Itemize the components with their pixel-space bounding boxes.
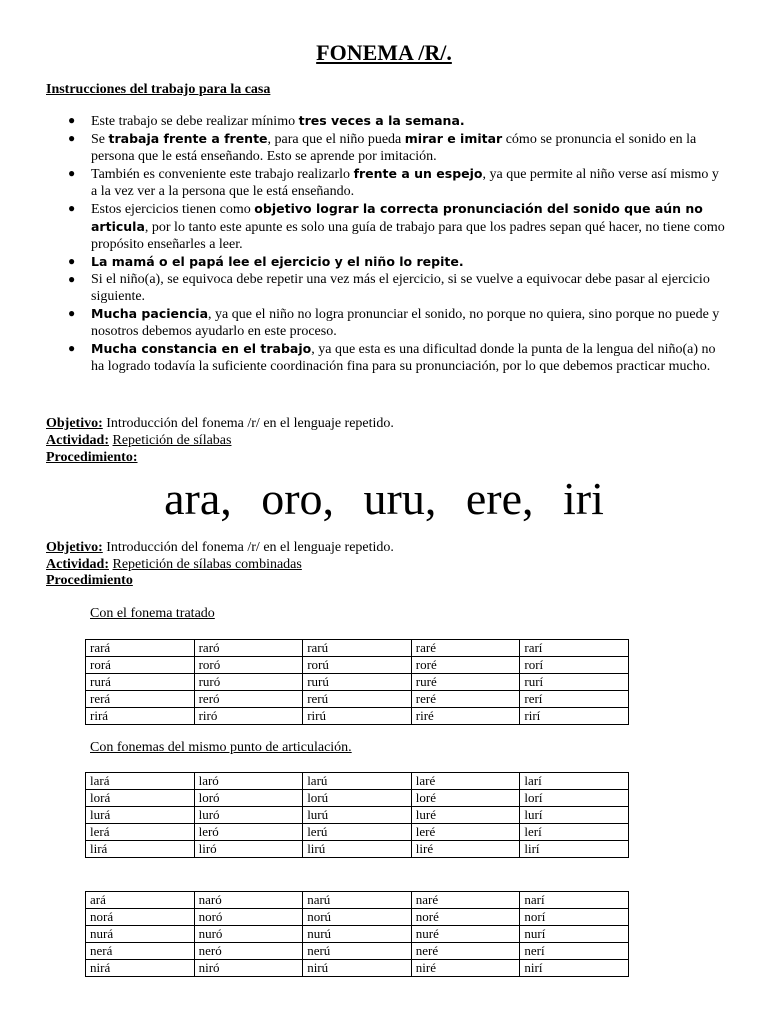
table-cell: lurú xyxy=(303,807,412,824)
table-cell: raré xyxy=(411,640,520,657)
table-cell: norí xyxy=(520,909,629,926)
table-cell: nirá xyxy=(86,960,195,977)
table-cell: lorá xyxy=(86,790,195,807)
instruction-item xyxy=(46,165,726,200)
syllable-table-l xyxy=(85,772,629,858)
table-cell: norú xyxy=(303,909,412,926)
bullet-icon: ● xyxy=(68,341,76,355)
table-row xyxy=(86,657,629,674)
bold-text: objetivo lograr la correcta pronunciación del sonido que aún no articula xyxy=(91,201,703,234)
table-cell: neré xyxy=(411,943,520,960)
section1-actividad xyxy=(46,433,231,449)
bullet-icon: ● xyxy=(68,254,76,268)
table-cell: nurá xyxy=(86,926,195,943)
syllables-line: ara, oro, uru, ere, iri xyxy=(164,473,604,524)
table-cell: rorú xyxy=(303,657,412,674)
table-cell: nuró xyxy=(194,926,303,943)
instruction-item xyxy=(46,340,726,375)
table-cell: laré xyxy=(411,773,520,790)
table-row xyxy=(86,691,629,708)
syllable-table-n xyxy=(85,891,629,977)
table-cell: reré xyxy=(411,691,520,708)
table-cell: naró xyxy=(194,892,303,909)
table-cell: niré xyxy=(411,960,520,977)
text: También es conveniente este trabajo realizarlo xyxy=(91,167,354,182)
table-row xyxy=(86,807,629,824)
table-row xyxy=(86,708,629,725)
table-cell: rorí xyxy=(520,657,629,674)
table-cell: noró xyxy=(194,909,303,926)
bold-text: trabaja frente a frente xyxy=(108,131,268,146)
table-cell: reró xyxy=(194,691,303,708)
objetivo-text: Introducción del fonema /r/ en el lenguaje repetido. xyxy=(102,540,394,555)
table-cell: riró xyxy=(194,708,303,725)
table-cell: norá xyxy=(86,909,195,926)
bullet-icon: ● xyxy=(68,113,76,127)
text: , ya que permite al niño verse así mismo y a la vez ver a la persona que le está enseñando. xyxy=(91,167,719,199)
procedimiento-label: Procedimiento: xyxy=(46,450,138,465)
section1-objetivo xyxy=(46,416,394,432)
table-cell: neró xyxy=(194,943,303,960)
table-cell: lará xyxy=(86,773,195,790)
procedimiento-label: Procedimiento xyxy=(46,573,133,588)
table-cell: lorí xyxy=(520,790,629,807)
table-cell: narú xyxy=(303,892,412,909)
table-cell: lorú xyxy=(303,790,412,807)
actividad-label: Actividad: xyxy=(46,557,109,572)
table-cell: nirú xyxy=(303,960,412,977)
table-cell: nerí xyxy=(520,943,629,960)
table-cell: rurá xyxy=(86,674,195,691)
text: , ya que esta es una dificultad donde la punta de la lengua del niño(a) no ha logrado todavía la suficiente coordinación fina para su pronunciación, por lo que debemos practicar mucho. xyxy=(91,342,716,374)
section1-procedimiento xyxy=(46,450,138,466)
table-cell: nurú xyxy=(303,926,412,943)
section2-procedimiento xyxy=(46,573,133,589)
table-cell: lirá xyxy=(86,841,195,858)
text: , ya que el niño no logra pronunciar el sonido, no porque no quiera, sino porque no puede y nosotros debemos ayudarlo en este proceso. xyxy=(91,307,720,339)
actividad-text: Repetición de sílabas combinadas xyxy=(112,557,302,572)
table-cell: rirá xyxy=(86,708,195,725)
table-cell: noré xyxy=(411,909,520,926)
table-cell: nirí xyxy=(520,960,629,977)
bullet-icon: ● xyxy=(68,272,76,286)
table-row xyxy=(86,943,629,960)
actividad-label: Actividad: xyxy=(46,433,109,448)
bold-text: frente a un espejo xyxy=(353,166,483,181)
table-cell: rirí xyxy=(520,708,629,725)
table-cell: lurí xyxy=(520,807,629,824)
syllable-table-r xyxy=(85,639,629,725)
table-cell: rurú xyxy=(303,674,412,691)
table-cell: nerú xyxy=(303,943,412,960)
table-cell: rerú xyxy=(303,691,412,708)
table-cell: nerá xyxy=(86,943,195,960)
table-cell: liró xyxy=(194,841,303,858)
instruction-item xyxy=(46,271,726,305)
table-cell: rarí xyxy=(520,640,629,657)
table-cell: rerí xyxy=(520,691,629,708)
table-cell: narí xyxy=(520,892,629,909)
text: cómo se pronuncia el sonido en la persona que le está enseñando. Esto se aprende por imitación. xyxy=(91,132,697,164)
table-cell: rorá xyxy=(86,657,195,674)
table-cell: luré xyxy=(411,807,520,824)
table-cell: larú xyxy=(303,773,412,790)
instruction-item xyxy=(46,305,726,340)
table-cell: roré xyxy=(411,657,520,674)
page-title: FONEMA /R/. xyxy=(316,40,452,65)
table-cell: ruré xyxy=(411,674,520,691)
bullet-icon: ● xyxy=(68,166,76,180)
table-row xyxy=(86,909,629,926)
objetivo-text: Introducción del fonema /r/ en el lenguaje repetido. xyxy=(102,416,394,431)
text: Estos ejercicios tienen como xyxy=(91,202,255,217)
section2-objetivo xyxy=(46,540,394,556)
table-cell: loré xyxy=(411,790,520,807)
table-row xyxy=(86,892,629,909)
table-cell: rarú xyxy=(303,640,412,657)
table-cell: luró xyxy=(194,807,303,824)
table-cell: naré xyxy=(411,892,520,909)
actividad-text: Repetición de sílabas xyxy=(112,433,232,448)
table-cell: lurá xyxy=(86,807,195,824)
objetivo-label: Objetivo: xyxy=(46,416,103,431)
table-cell: rirú xyxy=(303,708,412,725)
instruction-item xyxy=(46,253,726,271)
table-cell: lirú xyxy=(303,841,412,858)
text: Si el niño(a), se equivoca debe repetir una vez más el ejercicio, si se vuelve a equivocar debe pasar al ejercicio siguiente. xyxy=(91,272,710,304)
text: , para que el niño pueda xyxy=(267,132,405,147)
instruction-item xyxy=(46,112,726,130)
table-row xyxy=(86,960,629,977)
table-cell: nurí xyxy=(520,926,629,943)
table-cell: leró xyxy=(194,824,303,841)
table-cell: ará xyxy=(86,892,195,909)
table-row xyxy=(86,824,629,841)
table-row xyxy=(86,841,629,858)
bullet-icon: ● xyxy=(68,201,76,215)
text: Este trabajo se debe realizar mínimo xyxy=(91,114,299,129)
table-cell: riré xyxy=(411,708,520,725)
table-cell: ruró xyxy=(194,674,303,691)
table-cell: larí xyxy=(520,773,629,790)
instruction-item xyxy=(46,130,726,165)
table-cell: lerá xyxy=(86,824,195,841)
table-cell: laró xyxy=(194,773,303,790)
table-cell: roró xyxy=(194,657,303,674)
bold-text: tres veces a la semana. xyxy=(298,113,465,128)
objetivo-label: Objetivo: xyxy=(46,540,103,555)
text: Se xyxy=(91,132,109,147)
text: , por lo tanto este apunte es solo una guía de trabajo para que los padres sepan qué hacer, no tiene como propósito enseñarles a leer. xyxy=(91,220,725,252)
table-cell: loró xyxy=(194,790,303,807)
table-cell: lirí xyxy=(520,841,629,858)
table-cell: liré xyxy=(411,841,520,858)
table-row xyxy=(86,674,629,691)
instructions-list xyxy=(46,112,726,375)
bold-text: Mucha constancia en el trabajo xyxy=(91,341,312,356)
instruction-item xyxy=(46,200,726,253)
bold-text: La mamá o el papá lee el ejercicio y el niño lo repite. xyxy=(91,254,464,269)
table-cell: lerí xyxy=(520,824,629,841)
bullet-icon: ● xyxy=(68,131,76,145)
bullet-icon: ● xyxy=(68,306,76,320)
table-cell: rurí xyxy=(520,674,629,691)
bold-text: mirar e imitar xyxy=(404,131,503,146)
bold-text: Mucha paciencia xyxy=(91,306,209,321)
table-cell: nuré xyxy=(411,926,520,943)
table-row xyxy=(86,640,629,657)
table-cell: rará xyxy=(86,640,195,657)
table-row xyxy=(86,790,629,807)
table-cell: niró xyxy=(194,960,303,977)
table-cell: raró xyxy=(194,640,303,657)
subheading-punto-articulacion: Con fonemas del mismo punto de articulación. xyxy=(90,740,352,755)
section2-actividad xyxy=(46,557,302,573)
table-cell: lerú xyxy=(303,824,412,841)
table-row xyxy=(86,773,629,790)
table-row xyxy=(86,926,629,943)
subheading-fonema-tratado: Con el fonema tratado xyxy=(90,606,215,621)
table-cell: rerá xyxy=(86,691,195,708)
instructions-heading: Instrucciones del trabajo para la casa xyxy=(46,82,271,97)
table-cell: leré xyxy=(411,824,520,841)
